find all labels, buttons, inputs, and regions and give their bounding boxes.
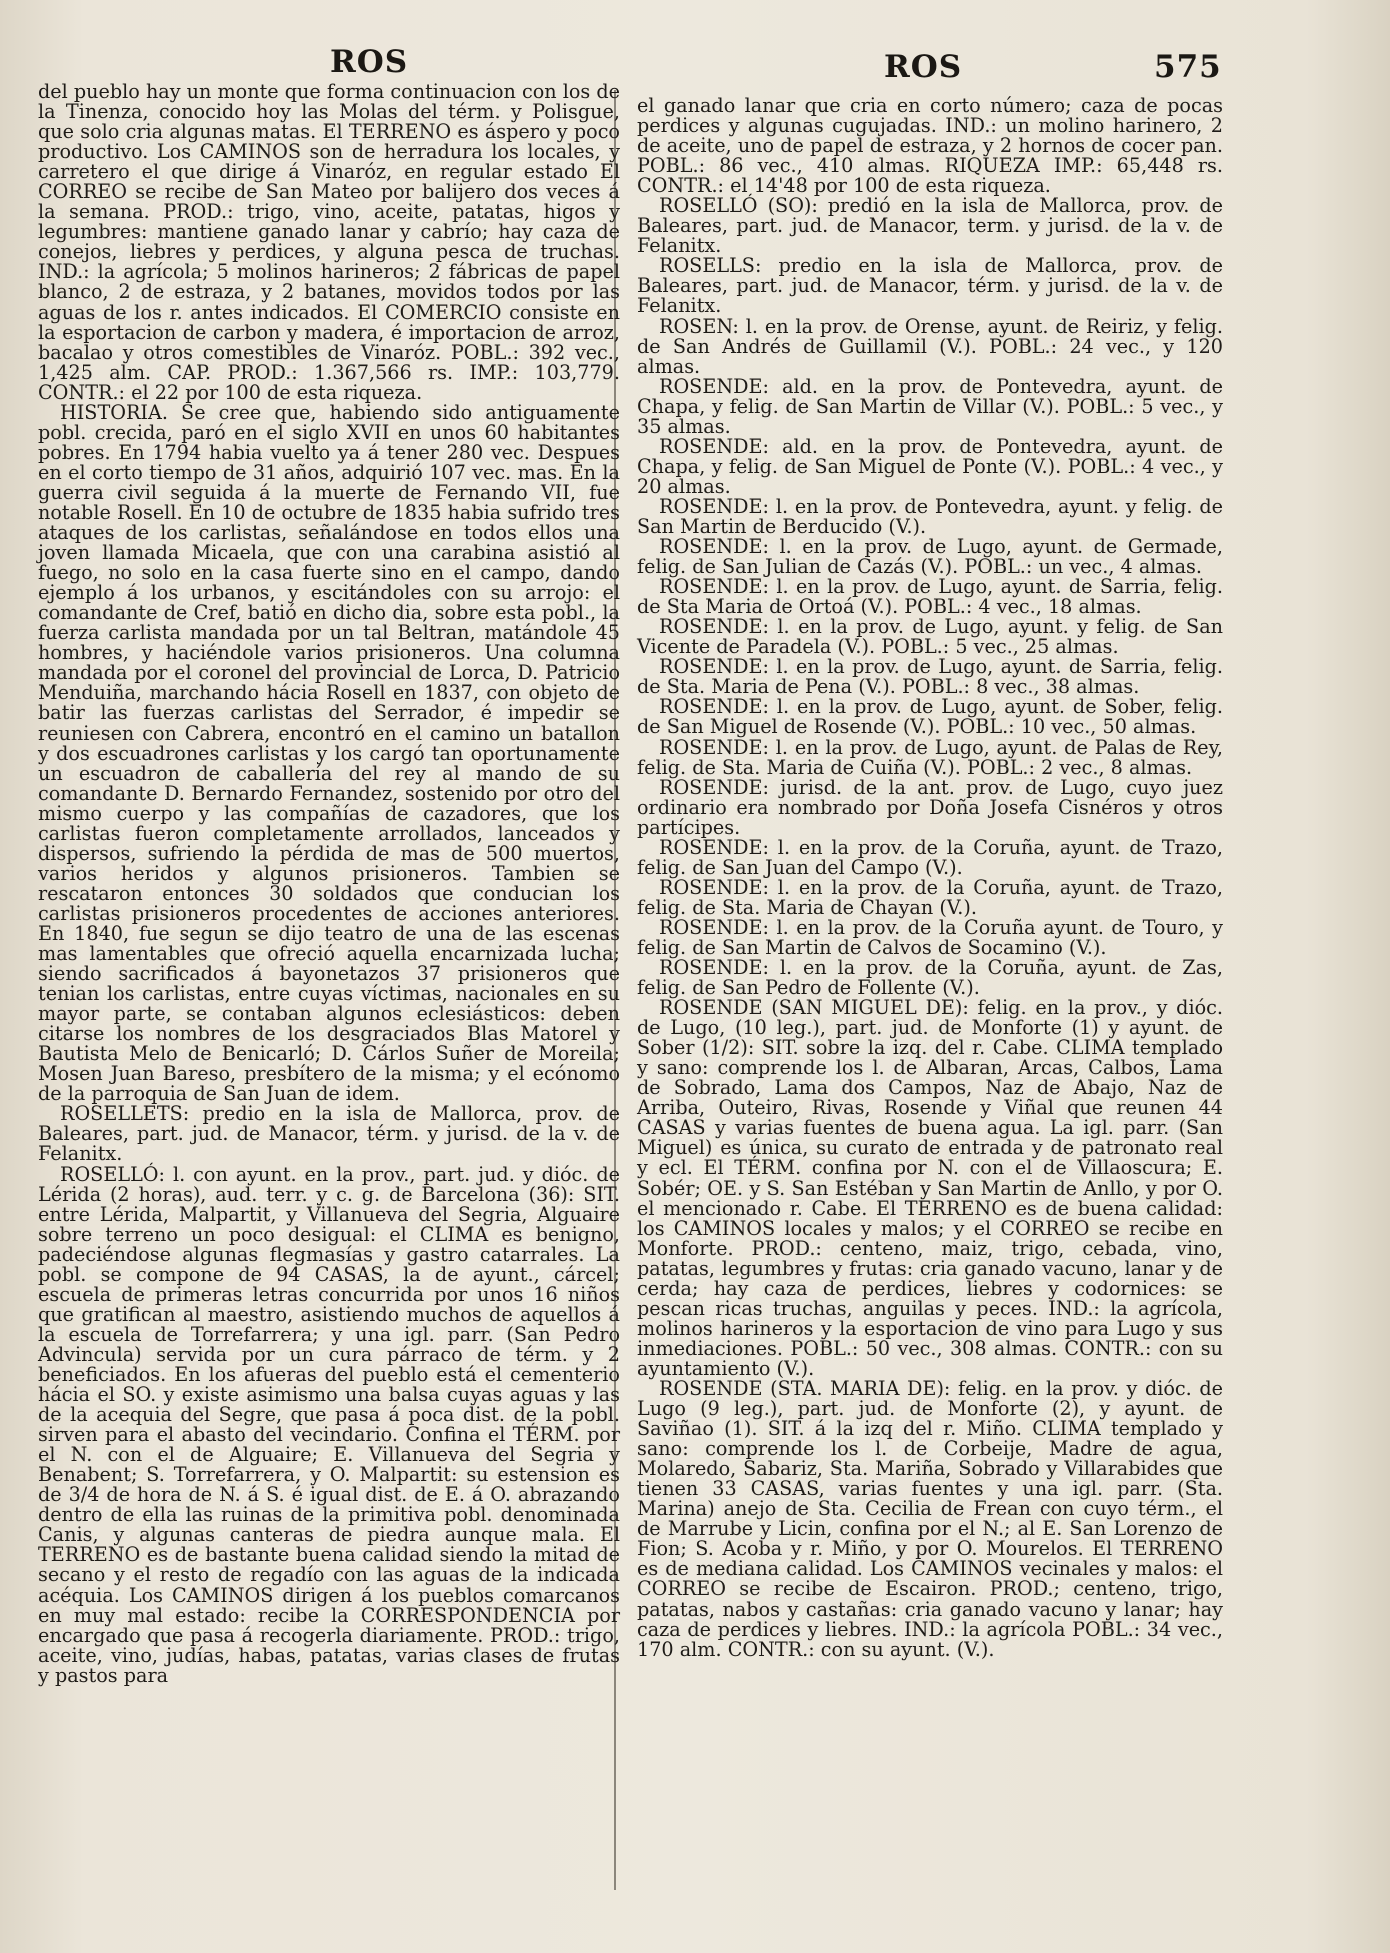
entry-text: ROSENDE: ald. en la prov. de Pontevedra, ayunt. de Chapa, y felig. de San Martin de Villar (V.). POBL.: 5 vec., y 35 almas.: [637, 374, 1223, 438]
entry-text: ROSEN: l. en la prov. de Orense, ayunt. de Reiriz, y felig. de San Andrés de Guillamil (V.). POBL.: 24 vec., y 120 almas.: [637, 314, 1223, 378]
entry-text: ROSENDE: l. en la prov. de Lugo, ayunt. de Sarria, felig. de Sta. Maria de Pena (V.). POBL.: 8 vec., 38 almas.: [637, 655, 1223, 699]
right-column: [637, 96, 1223, 1660]
entry-text: el ganado lanar que cria en corto número; caza de pocas perdices y algunas cugujadas. IND.: un molino harinero, 2 de aceite, uno de papel de estraza, y 2 hornos de cocer pan. POBL.: 86 vec., 410 almas. RIQUEZA IMP.: 65,448 rs. CONTR.: el 14'48 por 100 de esta riqueza.: [637, 94, 1223, 198]
entry-text: ROSENDE: l. en la prov. de Lugo, ayunt. y felig. de San Vicente de Paradela (V.). POBL.: 5 vec., 25 almas.: [637, 615, 1223, 659]
entry-text: ROSENDE: l. en la prov. de la Coruña, ayunt. de Trazo, felig. de San Juan del Campo (V.).: [637, 835, 1223, 879]
entry-text: ROSENDE: l. en la prov. de Lugo, ayunt. de Germade, felig. de San Julian de Cazás (V.). POBL.: un vec., 4 almas.: [637, 535, 1223, 579]
entry-text: ROSENDE: ald. en la prov. de Pontevedra, ayunt. de Chapa, y felig. de San Miguel de Ponte (V.). POBL.: 4 vec., y 20 almas.: [637, 434, 1223, 498]
entry-text: ROSENDE (SAN MIGUEL DE): felig. en la prov., y dióc. de Lugo, (10 leg.), part. jud. de Monforte (1) y ayunt. de Sober (1/2): SIT. sobre la izq. del r. Cabe. CLIMA templado y sano: comprende los l. de Albaran, Arcas, Calbos, Lama de Sobrado, Lama dos Campos, Naz de Abajo, Naz de Arriba, Outeiro, Rivas, Rosende y Viñal que reunen 44 CASAS y varias fuentes de buena agua. La igl. parr. (San Miguel) es única, su curato de entrada y de patronato real y ecl. El TÉRM. confina por N. con el de Villaoscura; E. Sobér; OE. y S. San Estéban y San Martin de Anllo, y por O. el mencionado r. Cabe. El TERRENO es de buena calidad: los CAMINOS locales y malos; y el CORREO se recibe en Monforte. PROD.: centeno, maiz, trigo, cebada, vino, patatas, legumbres y frutas: cria ganado vacuno, lanar y de cerda; hay caza de perdices, liebres y codornices: se pescan ricas truchas, anguilas y peces. IND.: la agrícola, molinos harineros y la esportacion de vino para Lugo y sus inmediaciones. POBL.: 50 vec., 308 almas. CONTR.: con su ayuntamiento (V.).: [637, 996, 1223, 1380]
left-column: [38, 82, 620, 1686]
entry-text: ROSENDE: l. en la prov. de Lugo, ayunt. de Palas de Rey, felig. de Sta. Maria de Cuiña (V.). POBL.: 2 vec., 8 almas.: [637, 735, 1223, 779]
entry-text: ROSELLS: predio en la isla de Mallorca, prov. de Baleares, part. jud. de Manacor, térm. y jurisd. de la v. de Felanitx.: [637, 254, 1223, 318]
entry-text: del pueblo hay un monte que forma continuacion con los de la Tinenza, conocido hoy las Molas del térm. y Polisgue, que solo cria algunas matas. El TERRENO es áspero y poco productivo. Los CAMINOS son de herradura los locales, y carretero el que dirige á Vinaróz, en regular estado El CORREO se recibe de San Mateo por balijero dos veces á la semana. PROD.: trigo, vino, aceite, patatas, higos y legumbres: mantiene ganado lanar y cabrío; hay caza de conejos, liebres y perdices, y alguna pesca de truchas. IND.: la agrícola; 5 molinos harineros; 2 fábricas de papel blanco, 2 de estraza, y 2 batanes, movidos todos por las aguas de los r. antes indicados. El COMERCIO consiste en la esportacion de carbon y madera, é importacion de arroz, bacalao y otros comestibles de Vinaróz. POBL.: 392 vec., 1,425 alm. CAP. PROD.: 1.367,566 rs. IMP.: 103,779. CONTR.: el 22 por 100 de esta riqueza.: [38, 80, 620, 404]
entry-text: HISTORIA. Se cree que, habiendo sido antiguamente pobl. crecida, paró en el siglo XVII en unos 60 habitantes pobres. En 1794 habia vuelto ya á tener 280 vec. Despues en el corto tiempo de 31 años, adquirió 107 vec. mas. En la guerra civil seguida á la muerte de Fernando VII, fue notable Rosell. En 10 de octubre de 1835 habia sufrido tres ataques de los carlistas, señalándose en todos ellos una joven llamada Micaela, que con una carabina asistió al fuego, no solo en la casa fuerte sino en el campo, dando ejemplo á los urbanos, y escitándoles con su arrojo: el comandante de Cref, batió en dicho dia, sobre esta pobl., la fuerza carlista mandada por un tal Beltran, matándole 45 hombres, y haciéndole varios prisioneros. Una columna mandada por el coronel del provincial de Lorca, D. Patricio Menduiña, marchando hácia Rosell en 1837, con objeto de batir las fuerzas carlistas del Serrador, é impedir se reuniesen con Cabrera, encontró en el camino un batallon y dos escuadrones carlistas y los cargó tan oportunamente un escuadron de caballería del rey al mando de su comandante D. Bernardo Fernandez, sostenido por otro del mismo cuerpo y las compañías de cazadores, que los carlistas fueron completamente arrollados, lanceados y dispersos, sufriendo la pérdida de mas de 500 muertos, varios heridos y algunos prisioneros. Tambien se rescataron entonces 30 soldados que conducian los carlistas prisioneros procedentes de acciones anteriores. En 1840, fue segun se dijo teatro de una de las escenas mas lamentables que ofreció aquella encarnizada lucha; siendo sacrificados á bayonetazos 37 prisioneros que tenian los carlistas, entre cuyas víctimas, nacionales en su mayor parte, se contaban algunos eclesiásticos: deben citarse los nombres de los desgraciados Blas Matorel y Bautista Melo de Benicarló; D. Cárlos Suñer de Moreila; Mosen Juan Bareso, presbítero de la misma; y el ecónomo de la parroquia de San Juan de idem.: [38, 400, 620, 1106]
running-head-left: ROS: [330, 44, 409, 80]
entry-text: ROSENDE: l. en la prov. de la Coruña, ayunt. de Zas, felig. de San Pedro de Follente (V.).: [637, 956, 1223, 1000]
running-head: [0, 40, 1390, 85]
entry-text: ROSELLÓ: l. con ayunt. en la prov., part. jud. y dióc. de Lérida (2 horas), aud. terr. y c. g. de Barcelona (36): SIT. entre Lérida, Malpartit, y Villanueva del Segria, Alguaire sobre terreno un poco desigual: el CLIMA es benigno, padeciéndose algunas flegmasías y gastro catarrales. La pobl. se compone de 94 CASAS, la de ayunt., cárcel; escuela de primeras letras concurrida por unos 16 niños que gratifican al maestro, asistiendo muchos de aquellos á la escuela de Torrefarrera; y una igl. parr. (San Pedro Advincula) servida por un cura párraco de térm. y 2 beneficiados. En los afueras del pueblo está el cementerio hácia el SO. y existe asimismo una balsa cuyas aguas y las de la acequia del Segre, que pasa á poca dist. de la pobl. sirven para el abasto del vecindario. Confina el TÉRM. por el N. con el de Alguaire; E. Villanueva del Segria y Benabent; S. Torrefarrera, y O. Malpartit: su estension es de 3/4 de hora de N. á S. é igual dist. de E. á O. abrazando dentro de ella las ruinas de la primitiva pobl. denominada Canis, y algunas canteras de piedra aunque mala. El TERRENO es de bastante buena calidad siendo la mitad de secano y el resto de regadío con las aguas de la indicada acéquia. Los CAMINOS dirigen á los pueblos comarcanos en muy mal estado: recibe la CORRESPONDENCIA por encargado que pasa á recogerla diariamente. PROD.: trigo, aceite, vino, judías, habas, patatas, varias clases de frutas y pastos para: [38, 1162, 620, 1687]
entry-text: ROSENDE: l. en la prov. de la Coruña ayunt. de Touro, y felig. de San Martin de Calvos de Socamino (V.).: [637, 915, 1223, 959]
entry-text: ROSENDE: l. en la prov. de Lugo, ayunt. de Sober, felig. de San Miguel de Rosende (V.). POBL.: 10 vec., 50 almas.: [637, 695, 1223, 739]
page-number: 575: [1154, 49, 1222, 85]
entry-text: ROSENDE: l. en la prov. de Lugo, ayunt. de Sarria, felig. de Sta Maria de Ortoá (V.). POBL.: 4 vec., 18 almas.: [637, 575, 1223, 619]
entry-text: ROSENDE: l. en la prov. de la Coruña, ayunt. de Trazo, felig. de Sta. Maria de Chayan (V.).: [637, 875, 1223, 919]
entry-text: ROSELLETS: predio en la isla de Mallorca, prov. de Baleares, part. jud. de Manacor, térm. y jurisd. de la v. de Felanitx.: [38, 1102, 620, 1166]
running-head-right: ROS: [884, 49, 963, 85]
entry-text: ROSENDE (STA. MARIA DE): felig. en la prov. y dióc. de Lugo (9 leg.), part. jud. de Monforte (2), y ayunt. de Saviñao (1). SIT. á la izq del r. Miño. CLIMA templado y sano: comprende los l. de Corbeije, Madre de agua, Molaredo, Sabariz, Sta. Mariña, Sobrado y Villarabides que tienen 33 CASAS, varias fuentes y una igl. parr. (Sta. Marina) anejo de Sta. Cecilia de Frean con cuyo térm., el de Marrube y Licin, confina por el N.; al E. San Lorenzo de Fion; S. Acoba y r. Miño, y por O. Mourelos. El TERRENO es de mediana calidad. Los CAMINOS vecinales y malos: el CORREO se recibe de Escairon. PROD.; centeno, trigo, patatas, nabos y castañas: cria ganado vacuno y lanar; hay caza de perdices y liebres. IND.: la agrícola POBL.: 34 vec., 170 alm. CONTR.: con su ayunt. (V.).: [637, 1377, 1223, 1661]
entry-text: ROSELLÓ (SO): predió en la isla de Mallorca, prov. de Baleares, part. jud. de Manacor, term. y jurisd. de la v. de Felanitx.: [637, 194, 1223, 258]
entry-text: ROSENDE: jurisd. de la ant. prov. de Lugo, cuyo juez ordinario era nombrado por Doña Josefa Cisnéros y otros partícipes.: [637, 775, 1223, 839]
entry-text: ROSENDE: l. en la prov. de Pontevedra, ayunt. y felig. de San Martin de Berducido (V.).: [637, 494, 1223, 538]
